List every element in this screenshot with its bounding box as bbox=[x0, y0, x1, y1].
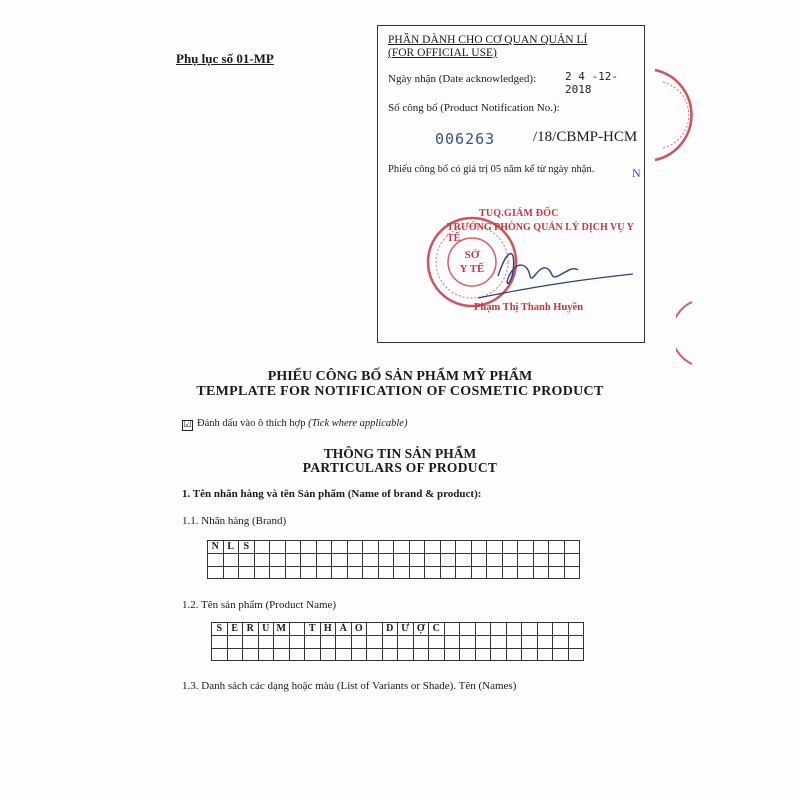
grid-cell[interactable] bbox=[429, 636, 445, 649]
grid-cell[interactable] bbox=[363, 554, 379, 567]
grid-cell[interactable] bbox=[378, 566, 394, 579]
grid-cell[interactable]: U bbox=[258, 623, 274, 636]
grid-cell[interactable] bbox=[320, 636, 336, 649]
checkbox-icon[interactable]: ☑ bbox=[183, 420, 192, 430]
grid-cell[interactable] bbox=[363, 566, 379, 579]
grid-cell[interactable] bbox=[564, 566, 580, 579]
grid-cell[interactable]: H bbox=[320, 623, 336, 636]
grid-cell[interactable]: E bbox=[227, 623, 243, 636]
grid-cell[interactable] bbox=[227, 648, 243, 661]
notification-number-suffix: /18/CBMP-HCM bbox=[533, 129, 638, 145]
grid-cell[interactable] bbox=[553, 636, 569, 649]
grid-cell[interactable] bbox=[533, 554, 549, 567]
grid-cell[interactable] bbox=[518, 554, 534, 567]
grid-cell[interactable] bbox=[537, 623, 553, 636]
grid-cell[interactable]: M bbox=[274, 623, 290, 636]
grid-cell[interactable] bbox=[568, 636, 584, 649]
grid-cell[interactable] bbox=[456, 541, 472, 554]
grid-cell[interactable] bbox=[258, 636, 274, 649]
grid-cell[interactable] bbox=[320, 648, 336, 661]
form-title-en: TEMPLATE FOR NOTIFICATION OF COSMETIC PRODUCT bbox=[196, 384, 604, 399]
grid-cell[interactable] bbox=[460, 648, 476, 661]
official-use-box bbox=[377, 25, 645, 343]
grid-cell[interactable] bbox=[351, 648, 367, 661]
appendix-label: Phụ lục số 01-MP bbox=[176, 51, 274, 66]
grid-cell[interactable] bbox=[258, 648, 274, 661]
grid-cell[interactable] bbox=[425, 566, 441, 579]
grid-cell[interactable] bbox=[367, 636, 383, 649]
grid-cell[interactable] bbox=[440, 566, 456, 579]
grid-cell[interactable] bbox=[518, 541, 534, 554]
grid-cell[interactable] bbox=[378, 554, 394, 567]
tick-instruction-vn: Đánh dấu vào ô thích hợp bbox=[197, 418, 306, 429]
svg-text:Y TẾ: Y TẾ bbox=[459, 263, 485, 275]
grid-cell[interactable] bbox=[444, 648, 460, 661]
grid-cell[interactable]: O bbox=[351, 623, 367, 636]
handwritten-mark: N bbox=[632, 166, 641, 180]
grid-cell[interactable] bbox=[270, 554, 286, 567]
grid-cell[interactable] bbox=[367, 648, 383, 661]
grid-cell[interactable] bbox=[506, 623, 522, 636]
grid-cell[interactable] bbox=[409, 554, 425, 567]
grid-cell[interactable] bbox=[239, 566, 255, 579]
grid-cell[interactable]: S bbox=[212, 623, 228, 636]
grid-cell[interactable] bbox=[429, 648, 445, 661]
grid-cell[interactable]: D bbox=[382, 623, 398, 636]
grid-cell[interactable] bbox=[522, 636, 538, 649]
grid-cell[interactable] bbox=[336, 636, 352, 649]
grid-cell[interactable] bbox=[487, 554, 503, 567]
grid-cell[interactable]: N bbox=[208, 541, 224, 554]
signer-title: TUQ.GIÁM ĐỐC bbox=[479, 208, 559, 219]
grid-cell[interactable] bbox=[564, 554, 580, 567]
grid-cell[interactable] bbox=[568, 623, 584, 636]
grid-cell[interactable]: Ả bbox=[336, 623, 352, 636]
grid-cell[interactable] bbox=[444, 636, 460, 649]
question-1-1-brand: 1.1. Nhãn hàng (Brand) bbox=[182, 515, 287, 527]
grid-cell[interactable] bbox=[301, 566, 317, 579]
grid-cell[interactable] bbox=[394, 541, 410, 554]
grid-cell[interactable] bbox=[533, 541, 549, 554]
tick-instruction bbox=[182, 418, 407, 431]
grid-cell[interactable] bbox=[332, 541, 348, 554]
grid-cell[interactable] bbox=[533, 566, 549, 579]
grid-cell[interactable] bbox=[347, 541, 363, 554]
grid-cell[interactable]: C bbox=[429, 623, 445, 636]
grid-cell[interactable] bbox=[553, 623, 569, 636]
grid-cell[interactable] bbox=[336, 648, 352, 661]
grid-cell[interactable] bbox=[316, 566, 332, 579]
grid-cell[interactable] bbox=[227, 636, 243, 649]
section-title-vn: THÔNG TIN SẢN PHẨM bbox=[323, 446, 477, 461]
grid-cell[interactable] bbox=[440, 541, 456, 554]
grid-cell[interactable] bbox=[564, 541, 580, 554]
grid-cell[interactable] bbox=[475, 623, 491, 636]
grid-cell[interactable] bbox=[289, 648, 305, 661]
product-letter-grid[interactable] bbox=[211, 622, 584, 661]
notification-number-stamp: 006263 bbox=[435, 130, 496, 148]
grid-cell[interactable] bbox=[522, 623, 538, 636]
grid-cell[interactable] bbox=[347, 554, 363, 567]
grid-cell[interactable] bbox=[549, 566, 565, 579]
grid-row bbox=[212, 636, 584, 649]
grid-cell[interactable] bbox=[522, 648, 538, 661]
grid-cell[interactable] bbox=[285, 554, 301, 567]
grid-cell[interactable] bbox=[487, 566, 503, 579]
grid-cell[interactable] bbox=[394, 566, 410, 579]
grid-cell[interactable] bbox=[456, 566, 472, 579]
grid-cell[interactable] bbox=[351, 636, 367, 649]
svg-text:SỞ: SỞ bbox=[464, 249, 480, 261]
grid-cell[interactable] bbox=[270, 566, 286, 579]
grid-cell[interactable] bbox=[382, 636, 398, 649]
grid-cell[interactable] bbox=[506, 648, 522, 661]
grid-cell[interactable] bbox=[212, 648, 228, 661]
grid-cell[interactable]: Ư bbox=[398, 623, 414, 636]
grid-cell[interactable] bbox=[537, 636, 553, 649]
grid-cell[interactable] bbox=[456, 554, 472, 567]
signature-icon bbox=[458, 236, 638, 306]
grid-cell[interactable] bbox=[243, 636, 259, 649]
signer-name: Phạm Thị Thanh Huyền bbox=[474, 302, 584, 313]
question-1: 1. Tên nhãn hàng và tên Sản phẩm (Name of brand & product): bbox=[182, 488, 482, 500]
grid-cell[interactable] bbox=[223, 566, 239, 579]
grid-cell[interactable] bbox=[223, 554, 239, 567]
grid-cell[interactable] bbox=[398, 648, 414, 661]
grid-cell[interactable] bbox=[475, 648, 491, 661]
grid-cell[interactable] bbox=[425, 554, 441, 567]
section-title-en: PARTICULARS OF PRODUCT bbox=[302, 460, 498, 475]
grid-cell[interactable] bbox=[243, 648, 259, 661]
grid-row bbox=[212, 623, 584, 636]
grid-cell[interactable] bbox=[301, 554, 317, 567]
grid-cell[interactable] bbox=[549, 541, 565, 554]
grid-cell[interactable] bbox=[549, 554, 565, 567]
grid-cell[interactable] bbox=[502, 554, 518, 567]
grid-row bbox=[208, 566, 580, 579]
grid-cell[interactable] bbox=[305, 648, 321, 661]
grid-cell[interactable] bbox=[491, 636, 507, 649]
grid-cell[interactable]: S bbox=[239, 541, 255, 554]
grid-cell[interactable] bbox=[285, 566, 301, 579]
official-box-title-en: (FOR OFFICIAL USE) bbox=[388, 47, 497, 59]
grid-cell[interactable] bbox=[487, 541, 503, 554]
partial-seal-icon bbox=[645, 60, 695, 170]
grid-row bbox=[212, 648, 584, 661]
grid-cell[interactable] bbox=[316, 541, 332, 554]
partial-seal-edge-icon bbox=[676, 298, 696, 368]
grid-cell[interactable] bbox=[289, 636, 305, 649]
grid-cell[interactable] bbox=[444, 623, 460, 636]
grid-cell[interactable] bbox=[301, 541, 317, 554]
grid-cell[interactable] bbox=[254, 541, 270, 554]
grid-cell[interactable] bbox=[502, 541, 518, 554]
validity-note: Phiếu công bố có giá trị 05 năm kể từ ngày nhận. bbox=[388, 164, 595, 175]
grid-cell[interactable] bbox=[440, 554, 456, 567]
tick-instruction-en: (Tick where applicable) bbox=[308, 418, 408, 429]
grid-cell[interactable] bbox=[289, 623, 305, 636]
grid-cell[interactable] bbox=[274, 648, 290, 661]
brand-letter-grid[interactable] bbox=[207, 540, 580, 579]
grid-cell[interactable] bbox=[475, 636, 491, 649]
grid-cell[interactable] bbox=[491, 648, 507, 661]
notification-number-label: Số công bố (Product Notification No.): bbox=[388, 102, 560, 114]
question-1-3-variants: 1.3. Danh sách các dạng hoặc màu (List of Variants or Shade). Tên (Names) bbox=[182, 680, 517, 692]
grid-cell[interactable]: L bbox=[223, 541, 239, 554]
grid-cell[interactable] bbox=[460, 623, 476, 636]
grid-cell[interactable] bbox=[518, 566, 534, 579]
grid-cell[interactable] bbox=[409, 541, 425, 554]
grid-cell[interactable] bbox=[270, 541, 286, 554]
grid-cell[interactable]: R bbox=[243, 623, 259, 636]
grid-cell[interactable] bbox=[274, 636, 290, 649]
question-1-2-product: 1.2. Tên sản phẩm (Product Name) bbox=[182, 599, 337, 611]
grid-cell[interactable] bbox=[394, 554, 410, 567]
grid-cell[interactable] bbox=[382, 648, 398, 661]
grid-cell[interactable] bbox=[398, 636, 414, 649]
form-title-vn: PHIẾU CÔNG BỐ SẢN PHẨM MỸ PHẨM bbox=[267, 369, 533, 384]
grid-cell[interactable] bbox=[305, 636, 321, 649]
grid-cell[interactable] bbox=[425, 541, 441, 554]
grid-cell[interactable] bbox=[413, 648, 429, 661]
grid-cell[interactable]: Ợ bbox=[413, 623, 429, 636]
grid-cell[interactable] bbox=[367, 623, 383, 636]
grid-cell[interactable] bbox=[254, 554, 270, 567]
grid-cell[interactable] bbox=[460, 636, 476, 649]
grid-cell[interactable] bbox=[239, 554, 255, 567]
grid-cell[interactable] bbox=[506, 636, 522, 649]
grid-cell[interactable] bbox=[471, 554, 487, 567]
grid-cell[interactable] bbox=[347, 566, 363, 579]
grid-cell[interactable] bbox=[254, 566, 270, 579]
grid-cell[interactable] bbox=[378, 541, 394, 554]
grid-cell[interactable] bbox=[316, 554, 332, 567]
grid-cell[interactable] bbox=[553, 648, 569, 661]
grid-cell[interactable] bbox=[491, 623, 507, 636]
grid-row bbox=[208, 541, 580, 554]
grid-cell[interactable] bbox=[363, 541, 379, 554]
grid-row bbox=[208, 554, 580, 567]
grid-cell[interactable]: T bbox=[305, 623, 321, 636]
grid-cell[interactable] bbox=[568, 648, 584, 661]
grid-cell[interactable] bbox=[502, 566, 518, 579]
grid-cell[interactable] bbox=[332, 566, 348, 579]
grid-cell[interactable] bbox=[471, 566, 487, 579]
grid-cell[interactable] bbox=[208, 554, 224, 567]
date-acknowledged-value: 2 4 -12- 2018 bbox=[565, 70, 618, 96]
grid-cell[interactable] bbox=[413, 636, 429, 649]
grid-cell[interactable] bbox=[285, 541, 301, 554]
grid-cell[interactable] bbox=[212, 636, 228, 649]
grid-cell[interactable] bbox=[537, 648, 553, 661]
date-acknowledged-label: Ngày nhận (Date acknowledged): bbox=[388, 73, 537, 85]
grid-cell[interactable] bbox=[208, 566, 224, 579]
grid-cell[interactable] bbox=[471, 541, 487, 554]
signer-department: TRƯỞNG PHÒNG QUẢN LÝ DỊCH VỤ Y TẾ bbox=[447, 222, 634, 244]
grid-cell[interactable] bbox=[409, 566, 425, 579]
official-box-title-vn: PHẦN DÀNH CHO CƠ QUAN QUẢN LÍ bbox=[388, 34, 588, 46]
grid-cell[interactable] bbox=[332, 554, 348, 567]
